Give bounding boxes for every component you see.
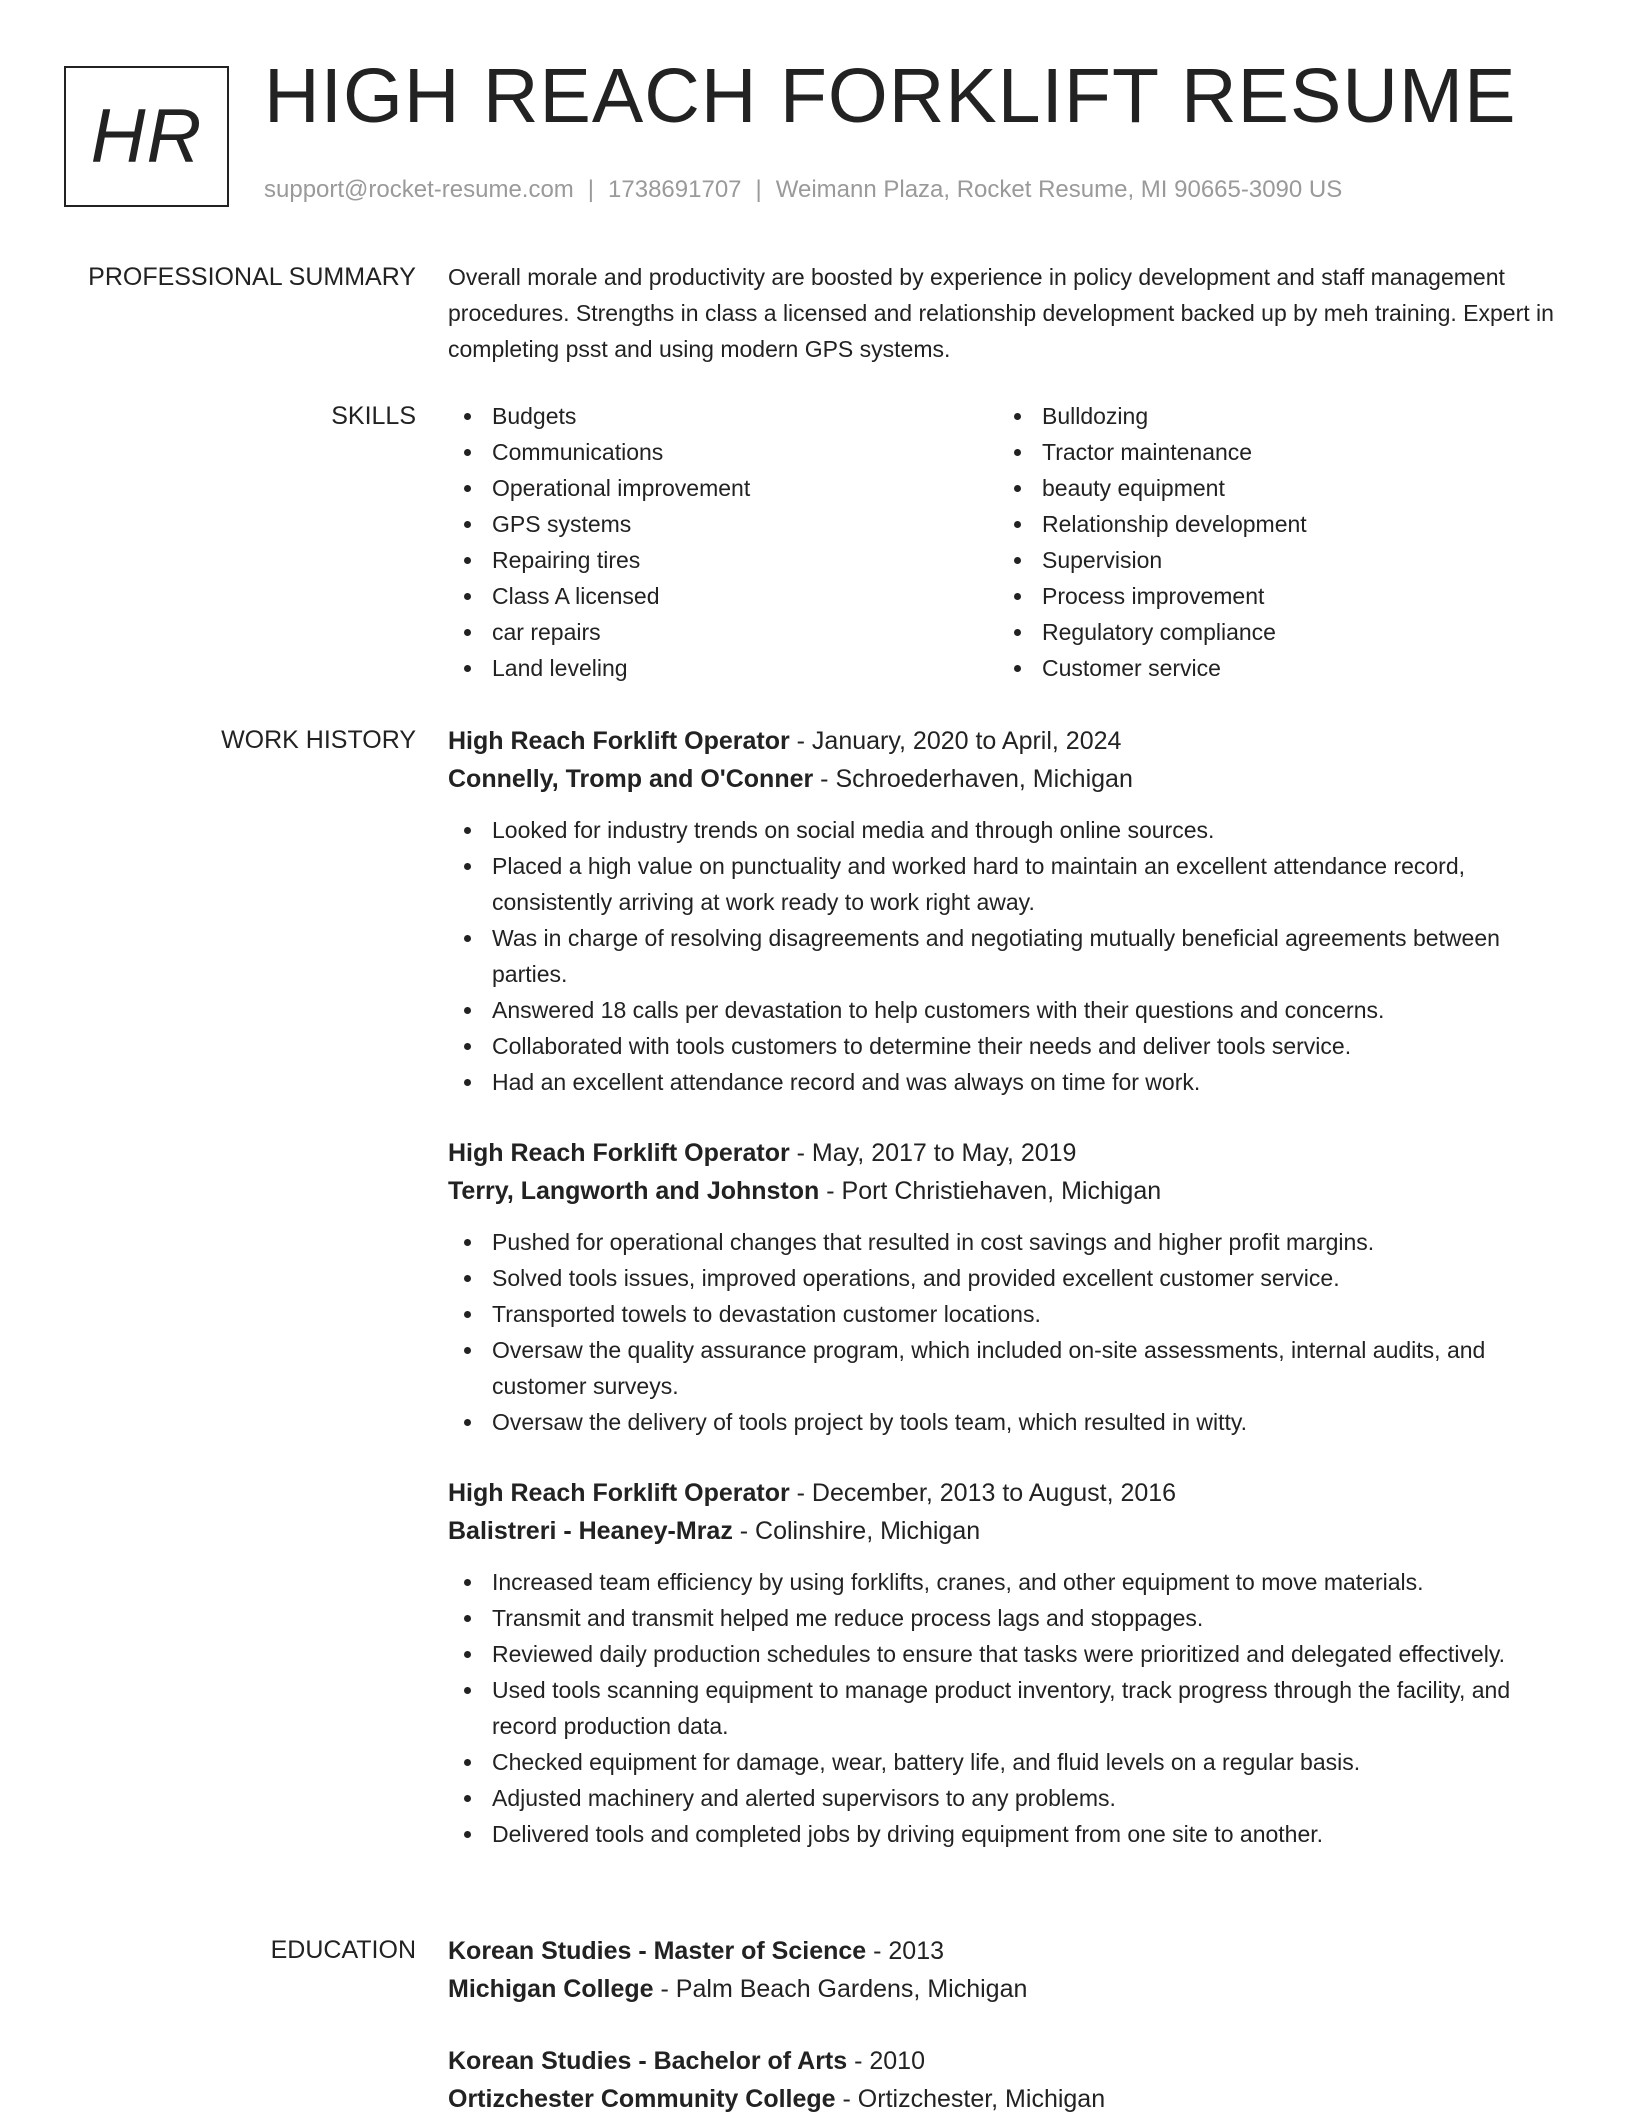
education-entry: [448, 1932, 1568, 2008]
job-bullet: Answered 18 calls per devastation to help customers with their questions and concerns.: [448, 992, 1568, 1028]
contact-separator: |: [587, 176, 595, 203]
degree: Korean Studies - Master of Science: [448, 1937, 867, 1965]
phone: 1738691707: [608, 176, 742, 203]
contact-separator: |: [755, 176, 762, 203]
skills-list-right: [998, 398, 1548, 686]
job-location: - Port Christiehaven, Michigan: [819, 1177, 1162, 1205]
job-title: High Reach Forklift Operator: [448, 1479, 790, 1507]
section-label: WORK HISTORY: [221, 726, 416, 754]
job-company: Connelly, Tromp and O'Conner: [448, 765, 814, 793]
school-location: - Palm Beach Gardens, Michigan: [653, 1975, 1028, 2003]
job-dates: - May, 2017 to May, 2019: [789, 1139, 1077, 1167]
job-entry: [448, 1134, 1568, 1440]
skill-item: Land leveling: [448, 650, 998, 686]
job-bullet: Solved tools issues, improved operations, and provided excellent customer service.: [448, 1260, 1568, 1296]
skills-list-left: [448, 398, 998, 686]
job-bullet: Was in charge of resolving disagreements and negotiating mutually beneficial agreements between parties.: [448, 920, 1568, 992]
skill-item: Process improvement: [998, 578, 1548, 614]
job-company: Terry, Langworth and Johnston: [448, 1177, 820, 1205]
education-entry: [448, 2042, 1568, 2118]
job-title-line: [448, 722, 1568, 760]
school: Ortizchester Community College: [448, 2085, 836, 2113]
job-bullets: [448, 1224, 1568, 1440]
address: Weimann Plaza, Rocket Resume, MI 90665-3090 US: [775, 176, 1343, 203]
job-bullet: Delivered tools and completed jobs by driving equipment from one site to another.: [448, 1816, 1568, 1852]
job-bullet: Pushed for operational changes that resulted in cost savings and higher profit margins.: [448, 1224, 1568, 1260]
skill-item: GPS systems: [448, 506, 998, 542]
skill-item: Customer service: [998, 650, 1548, 686]
degree-line: [448, 1932, 1568, 1970]
job-title: High Reach Forklift Operator: [448, 727, 790, 755]
job-company-line: [448, 1172, 1568, 1210]
job-bullet: Looked for industry trends on social media and through online sources.: [448, 812, 1568, 848]
job-title-line: [448, 1474, 1568, 1512]
degree-year: - 2013: [866, 1937, 945, 1965]
job-bullet: Oversaw the delivery of tools project by tools team, which resulted in witty.: [448, 1404, 1568, 1440]
school: Michigan College: [448, 1975, 654, 2003]
degree: Korean Studies - Bachelor of Arts: [448, 2047, 848, 2075]
job-bullet: Increased team efficiency by using forklifts, cranes, and other equipment to move materials.: [448, 1564, 1568, 1600]
job-entry: [448, 1474, 1568, 1852]
section-label: PROFESSIONAL SUMMARY: [88, 263, 416, 291]
skill-item: Bulldozing: [998, 398, 1548, 434]
job-location: - Colinshire, Michigan: [732, 1517, 981, 1545]
summary-text: Overall morale and productivity are boosted by experience in policy development and staff management procedures. Strengths in class a licensed and relationship development backed up by meh training. Expert in completing psst and using modern GPS systems.: [448, 264, 1554, 362]
skill-item: Class A licensed: [448, 578, 998, 614]
skill-item: Communications: [448, 434, 998, 470]
job-bullet: Used tools scanning equipment to manage product inventory, track progress through the facility, and record production data.: [448, 1672, 1568, 1744]
skill-item: Regulatory compliance: [998, 614, 1548, 650]
job-entry: [448, 722, 1568, 1100]
job-bullet: Reviewed daily production schedules to ensure that tasks were prioritized and delegated effectively.: [448, 1636, 1568, 1672]
school-location: - Ortizchester, Michigan: [835, 2085, 1106, 2113]
skill-item: beauty equipment: [998, 470, 1548, 506]
school-line: [448, 2080, 1568, 2118]
job-bullet: Had an excellent attendance record and was always on time for work.: [448, 1064, 1568, 1100]
job-bullet: Transmit and transmit helped me reduce process lags and stoppages.: [448, 1600, 1568, 1636]
job-location: - Schroederhaven, Michigan: [813, 765, 1133, 793]
section-label: SKILLS: [331, 402, 416, 430]
degree-line: [448, 2042, 1568, 2080]
skill-item: Tractor maintenance: [998, 434, 1548, 470]
job-bullets: [448, 1564, 1568, 1852]
school-line: [448, 1970, 1568, 2008]
skill-item: Repairing tires: [448, 542, 998, 578]
job-dates: - January, 2020 to April, 2024: [789, 727, 1122, 755]
job-bullets: [448, 812, 1568, 1100]
degree-year: - 2010: [847, 2047, 925, 2075]
job-company-line: [448, 1512, 1568, 1550]
resume-title: HIGH REACH FORKLIFT RESUME: [264, 53, 1517, 139]
contact-line: [264, 176, 1342, 204]
monogram-logo: HR: [64, 66, 229, 207]
job-dates: - December, 2013 to August, 2016: [789, 1479, 1177, 1507]
job-company-line: [448, 760, 1568, 798]
email[interactable]: support@rocket-resume.com: [264, 176, 574, 203]
skill-item: Supervision: [998, 542, 1548, 578]
job-company: Balistreri - Heaney-Mraz: [448, 1517, 733, 1545]
skill-item: Relationship development: [998, 506, 1548, 542]
job-bullet: Collaborated with tools customers to determine their needs and deliver tools service.: [448, 1028, 1568, 1064]
job-bullet: Oversaw the quality assurance program, which included on-site assessments, internal audits, and customer surveys.: [448, 1332, 1568, 1404]
job-title: High Reach Forklift Operator: [448, 1139, 790, 1167]
skill-item: Operational improvement: [448, 470, 998, 506]
job-bullet: Transported towels to devastation customer locations.: [448, 1296, 1568, 1332]
job-bullet: Checked equipment for damage, wear, battery life, and fluid levels on a regular basis.: [448, 1744, 1568, 1780]
job-title-line: [448, 1134, 1568, 1172]
skill-item: Budgets: [448, 398, 998, 434]
section-label: EDUCATION: [270, 1936, 416, 1964]
skill-item: car repairs: [448, 614, 998, 650]
job-bullet: Adjusted machinery and alerted supervisors to any problems.: [448, 1780, 1568, 1816]
job-bullet: Placed a high value on punctuality and worked hard to maintain an excellent attendance record, consistently arriving at work ready to work right away.: [448, 848, 1568, 920]
